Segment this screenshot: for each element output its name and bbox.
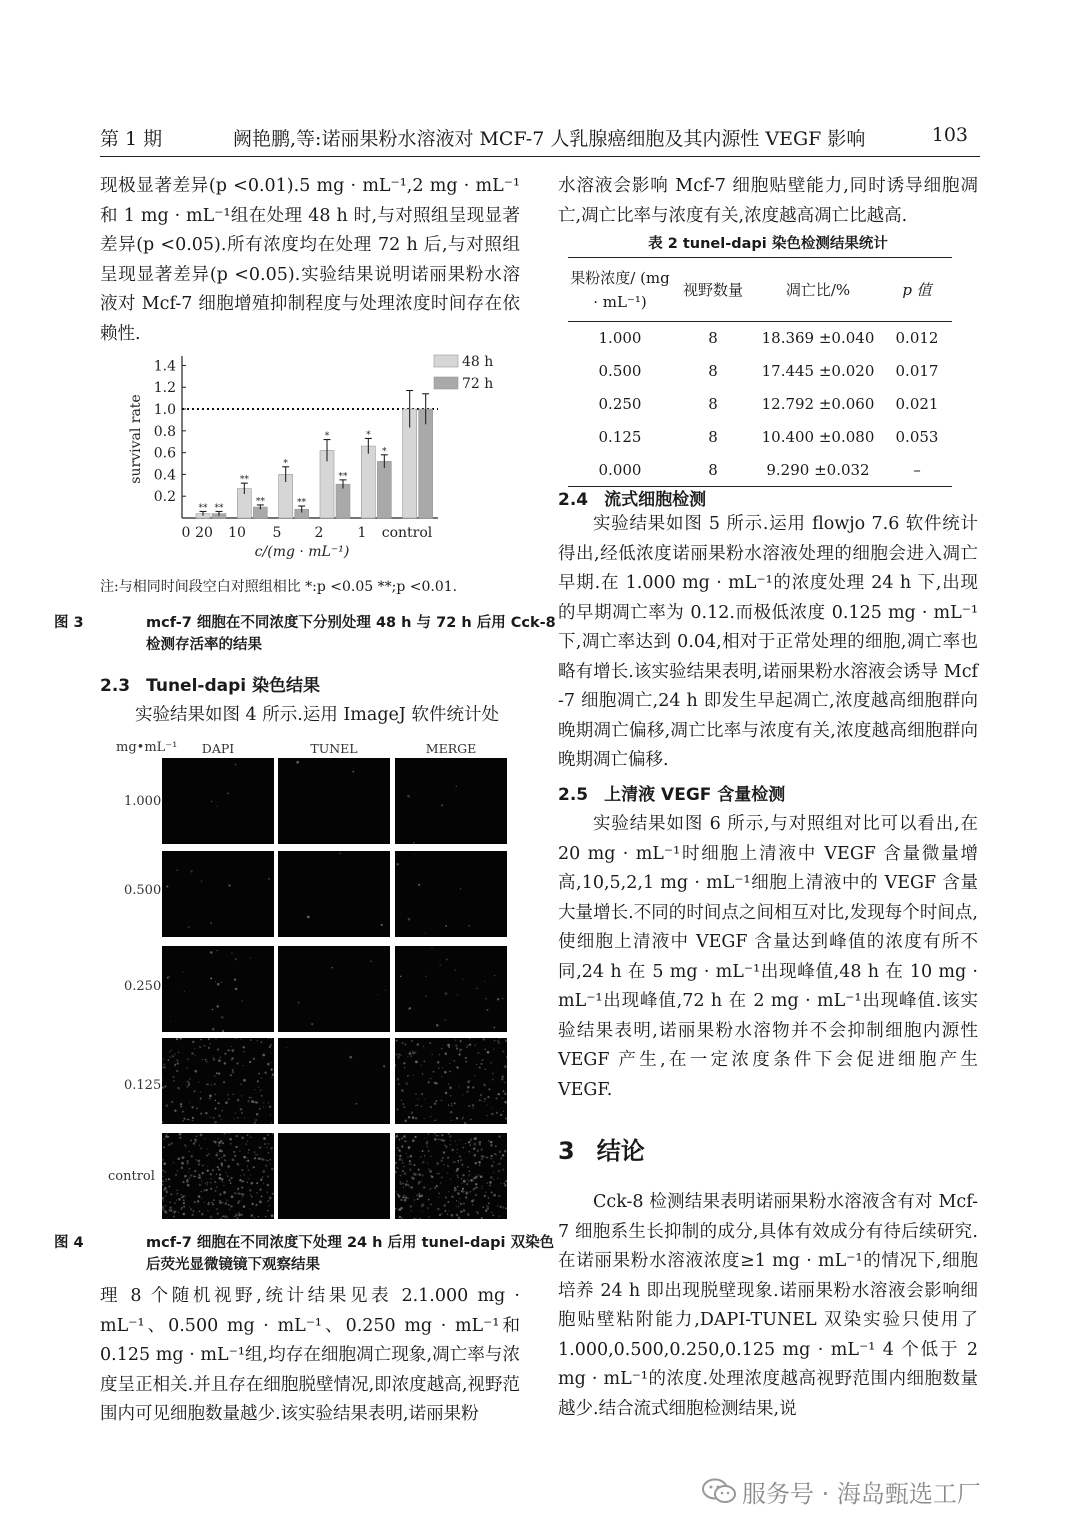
micrograph-panel [395, 851, 507, 937]
y-axis-label: survival rate [128, 394, 144, 484]
section-2-5-paragraph: 实验结果如图 6 所示,与对照组对比可以看出,在 20 mg · mL⁻¹时细胞上清液中 VEGF 含量微量增高,10,5,2,1 mg · mL⁻¹细胞上清液中的 VEGF 含量大量增长.不同的时间点之间相互对比,发现每个时间点,使细胞上清液中 VEGF 含量达到峰值的浓度有所不同,24 h 在 5 mg · mL⁻¹出现峰值,48 h 在 10 mg · mL⁻¹出现峰值,72 h 在 2 mg · mL⁻¹出现峰值.该实验结果表明,诺丽果粉水溶物并不会抑制细胞内源性 VEGF 产生,在一定浓度条件下会促进细胞产生 VEGF. [558, 814, 978, 1100]
bar [377, 461, 391, 518]
section-title: 上清液 VEGF 含量检测 [604, 785, 786, 805]
section-number: 2.5 [558, 785, 589, 805]
after-fig4-paragraph: 理 8 个随机视野,统计结果见表 2.1.000 mg · mL⁻¹、0.500 mg · mL⁻¹、0.250 mg · mL⁻¹和 0.125 mg · mL⁻¹组,均存在细胞凋亡现象,凋亡率与浓度呈正相关.并且存在细胞脱壁情况,即浓度越高,视野范围内可见细胞数量越少.该实验结果表明,诺丽果粉 [100, 1286, 520, 1424]
significance-mark: * [324, 431, 330, 442]
micrograph-panel [278, 946, 390, 1032]
table-header-cell: 凋亡比/% [785, 281, 851, 299]
fig4-row-label: 0.125 [124, 1078, 162, 1093]
section-3-paragraph: Cck-8 检测结果表明诺丽果粉水溶液含有对 Mcf-7 细胞系生长抑制的成分,具体有效成分有待后续研究.在诺丽果粉水溶液浓度≥1 mg · mL⁻¹的情况下,细胞培养 24 h 即出现脱壁现象.诺丽果粉水溶液会影响细胞贴壁粘附能力,DAPI-TUNEL 双染实验只使用了 1.000,0.500,0.250,0.125 mg · mL⁻¹ 4 个低于 2 mg · mL⁻¹的浓度.处理浓度越高视野范围内细胞数量越少.结合流式细胞检测结果,说 [558, 1192, 978, 1419]
section-number: 2.3 [100, 676, 131, 696]
table-cell: 0.053 [895, 428, 939, 446]
table-cell: – [913, 460, 921, 479]
x-tick-label: 0 [181, 525, 191, 541]
significance-mark: ** [255, 496, 265, 507]
table-cell: 0.500 [598, 362, 642, 380]
section-title: 结论 [596, 1137, 645, 1165]
x-tick-label: 1 [357, 525, 367, 541]
x-tick-label: 20 [195, 525, 213, 541]
table-cell: 8 [708, 395, 718, 413]
table-cell: 0.125 [598, 428, 642, 446]
fig3-caption [54, 612, 566, 656]
y-tick-label: 1.2 [153, 380, 176, 397]
fig3-caption-text: mcf-7 细胞在不同浓度下分别处理 48 h 与 72 h 后用 Cck-8 检测存活率的结果 [146, 615, 556, 653]
section-2-3-paragraph: 实验结果如图 4 所示.运用 ImageJ 软件统计处 [135, 705, 499, 725]
table-row [568, 388, 952, 421]
bar [336, 484, 350, 518]
micrograph-panel [278, 758, 390, 844]
issue-number: 第 1 期 [100, 128, 163, 150]
significance-mark: * [366, 430, 371, 441]
fig4-caption-text: mcf-7 细胞在不同浓度下处理 24 h 后用 tunel-dapi 双染色后荧光显微镜镜下观察结果 [146, 1235, 555, 1273]
table-header-cell: 果粉浓度/ (mg · mL⁻¹) [570, 268, 670, 311]
significance-mark: * [283, 458, 288, 469]
fig4-micrograph-grid [100, 736, 520, 1224]
table-cell: 8 [708, 362, 718, 380]
running-header [100, 124, 980, 154]
micrograph-panel [395, 1038, 507, 1124]
x-tick-label: 5 [272, 525, 282, 541]
y-tick-label: 0.2 [153, 489, 176, 506]
legend-label: 72 h [462, 376, 494, 392]
y-tick-label: 0.8 [153, 423, 176, 440]
fig4-column-merge: MERGE [425, 741, 477, 756]
significance-mark: ** [239, 475, 249, 486]
bar [361, 446, 375, 518]
y-tick-label: 0.4 [153, 467, 176, 484]
watermark-text: 服务号 · 海岛甄选工厂 [742, 1480, 981, 1508]
page-number: 103 [931, 124, 968, 146]
table-row [568, 322, 952, 355]
wechat-icon [702, 1478, 736, 1504]
x-tick-label: 10 [228, 525, 246, 541]
section-title: 流式细胞检测 [604, 490, 707, 510]
table-cell: 0.250 [598, 395, 642, 413]
header-rule [100, 156, 980, 157]
micrograph-panel [278, 1038, 390, 1124]
significance-mark: ** [214, 503, 224, 514]
table-cell: 1.000 [598, 329, 642, 348]
table-header-cell: 视野数量 [682, 281, 743, 299]
y-tick-label: 1.4 [153, 358, 176, 375]
table-cell: 8 [708, 329, 718, 348]
fig4-column-tunel: TUNEL [310, 741, 358, 756]
table-cell: 10.400 ±0.080 [761, 428, 875, 446]
section-2-4-heading [558, 485, 706, 510]
fig3-note: 注:与相同时间段空白对照组相比 *:p <0.05 **;p <0.01. [100, 579, 458, 595]
micrograph-panel [162, 1133, 274, 1219]
bar [419, 409, 433, 518]
section-number: 3 [558, 1137, 575, 1165]
legend-label: 48 h [462, 354, 494, 370]
micrograph-panel [162, 946, 274, 1032]
fig4-caption-number: 图 4 [54, 1235, 84, 1251]
table-cell: 12.792 ±0.060 [761, 395, 875, 413]
table-cell: 18.369 ±0.040 [761, 329, 875, 348]
significance-mark: ** [338, 471, 348, 482]
section-2-4-paragraph: 实验结果如图 5 所示.运用 flowjo 7.6 软件统计得出,经低浓度诺丽果粉水溶液处理的细胞会进入凋亡早期.在 1.000 mg · mL⁻¹的浓度处理 24 h 下,出现的早期凋亡率为 0.12.而极低浓度 0.125 mg · mL⁻¹下,凋亡率达到 0.04,相对于正常处理的细胞,凋亡率也略有增长.该实验结果表明,诺丽果粉水溶液会诱导 Mcf -7 细胞凋亡,24 h 即发生早起凋亡,浓度越高细胞群向晚期凋亡偏移,凋亡比率与浓度有关,浓度越高细胞群向晚期凋亡偏移. [558, 514, 978, 770]
table-cell: 0.017 [895, 362, 939, 380]
micrograph-panel [278, 1133, 390, 1219]
table-cell: 17.445 ±0.020 [761, 362, 875, 380]
table-cell: 9.290 ±0.032 [766, 460, 870, 479]
micrograph-panel [162, 758, 274, 844]
table-cell: 0.012 [895, 329, 939, 348]
table-row [568, 421, 952, 454]
micrograph-panel [278, 851, 390, 937]
table-cell: 0.021 [895, 395, 939, 413]
section-number: 2.4 [558, 490, 589, 510]
x-tick-label: 2 [314, 525, 324, 541]
significance-mark: ** [198, 503, 208, 514]
significance-mark: ** [297, 498, 307, 509]
micrograph-panel [162, 851, 274, 937]
table-header-row [568, 258, 952, 322]
fig4-row-label: 0.250 [124, 979, 162, 994]
table2 [568, 257, 952, 487]
fig4-column-dapi: DAPI [201, 741, 235, 756]
y-tick-label: 1.0 [153, 402, 176, 419]
micrograph-panel [395, 946, 507, 1032]
table-row [568, 454, 952, 487]
table-cell: 0.000 [598, 460, 642, 479]
fig3-caption-number: 图 3 [54, 615, 84, 631]
table-cell: 8 [708, 428, 718, 446]
table-row [568, 355, 952, 388]
micrograph-panel [395, 758, 507, 844]
intro-paragraph: 现极显著差异(p <0.01).5 mg · mL⁻¹,2 mg · mL⁻¹和 1 mg · mL⁻¹组在处理 48 h 时,与对照组呈现显著差异(p <0.05).所有浓度均在处理 72 h 后,与对照组呈现显著差异(p <0.05).实验结果说明诺丽果粉水溶液对 Mcf-7 细胞增殖抑制程度与处理浓度时间存在依赖性. [100, 176, 520, 344]
table2-title: 表 2 tunel-dapi 染色检测结果统计 [648, 236, 888, 252]
running-title: 阙艳鹏,等:诺丽果粉水溶液对 MCF-7 人乳腺癌细胞及其内源性 VEGF 影响 [233, 128, 866, 150]
fig3-bar-chart [100, 348, 520, 560]
section-title: Tunel-dapi 染色结果 [146, 676, 321, 696]
legend-swatch [434, 355, 458, 367]
legend-swatch [434, 377, 458, 389]
fig4-row-label: 0.500 [124, 883, 162, 898]
fig4-row-label: control [108, 1169, 155, 1184]
table-header-cell: p 值 [902, 281, 932, 299]
table-cell: 8 [708, 460, 718, 479]
y-tick-label: 0.6 [153, 445, 176, 462]
section-2-5-heading [558, 780, 785, 805]
fig4-caption [54, 1232, 566, 1276]
fig4-unit-label: mg•mL⁻¹ [116, 740, 178, 755]
significance-mark: * [382, 446, 387, 457]
x-tick-label: control [381, 525, 433, 541]
fig4-row-label: 1.000 [124, 794, 162, 809]
right-top-paragraph: 水溶液会影响 Mcf-7 细胞贴壁能力,同时诱导细胞凋亡,凋亡比率与浓度有关,浓度越高凋亡比越高. [558, 176, 978, 226]
x-axis-label: c/(mg · mL⁻¹) [254, 544, 350, 560]
section-2-3-heading [100, 671, 320, 696]
micrograph-panel [162, 1038, 274, 1124]
section-3-heading [558, 1131, 645, 1166]
micrograph-panel [395, 1133, 507, 1219]
